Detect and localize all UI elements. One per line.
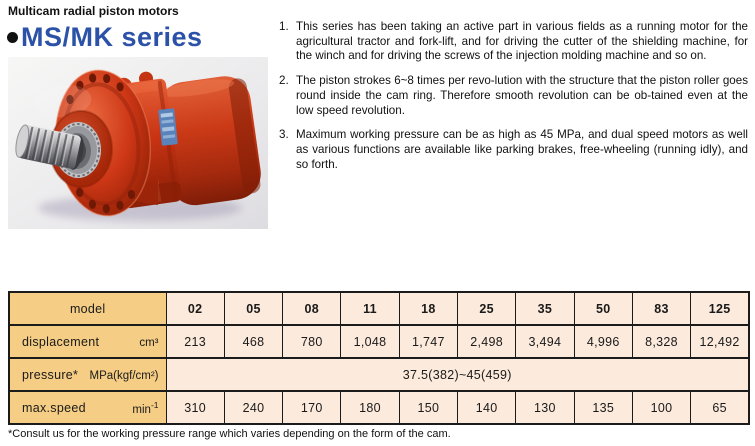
feature-text: Maximum working pressure can be as high as 45 MPa, and dual speed motors as well as various functions are available like parking brakes, free-wheeling (running idly), and so forth. bbox=[296, 128, 748, 171]
spec-table bbox=[8, 291, 750, 425]
row-unit: cm³ bbox=[139, 336, 159, 349]
maxspeed-cell: 100 bbox=[632, 391, 690, 424]
displacement-cell: 213 bbox=[166, 325, 224, 358]
model-cell: 05 bbox=[224, 292, 282, 325]
feature-item-1 bbox=[279, 20, 748, 64]
table-row-model bbox=[9, 292, 749, 325]
displacement-cell: 1,048 bbox=[341, 325, 399, 358]
spec-table-container bbox=[8, 291, 750, 425]
model-cell: 35 bbox=[516, 292, 574, 325]
maxspeed-cell: 130 bbox=[516, 391, 574, 424]
page-title bbox=[7, 21, 203, 53]
feature-item-3 bbox=[279, 128, 748, 172]
maxspeed-cell: 310 bbox=[166, 391, 224, 424]
displacement-cell: 468 bbox=[224, 325, 282, 358]
model-cell: 02 bbox=[166, 292, 224, 325]
table-row-displacement bbox=[9, 325, 749, 358]
displacement-cell: 3,494 bbox=[516, 325, 574, 358]
row-header-displacement bbox=[9, 325, 166, 358]
table-row-pressure bbox=[9, 358, 749, 391]
row-unit: MPa(kgf/cm²) bbox=[89, 369, 159, 382]
model-cell: 50 bbox=[574, 292, 632, 325]
table-row-maxspeed bbox=[9, 391, 749, 424]
feature-number: 3. bbox=[279, 128, 289, 142]
table-footnote: *Consult us for the working pressure range which varies depending on the form of the cam. bbox=[8, 428, 451, 440]
maxspeed-cell: 140 bbox=[457, 391, 515, 424]
displacement-cell: 12,492 bbox=[691, 325, 749, 358]
displacement-cell: 1,747 bbox=[399, 325, 457, 358]
feature-text: The piston strokes 6~8 times per revo-lution with the structure that the piston roller goes round inside the cam ring. Therefore smooth revolution can be ob-tained even at the low speed revolution. bbox=[296, 74, 748, 117]
maxspeed-cell: 65 bbox=[691, 391, 749, 424]
model-cell: 25 bbox=[457, 292, 515, 325]
maxspeed-cell: 170 bbox=[283, 391, 341, 424]
feature-text: This series has been taking an active part in various fields as a running motor for the agricultural tractor and fork-lift, and for driving the cutter of the shielding machine, for the winch and for driving the screws of the injection molding machine and so on. bbox=[296, 20, 748, 63]
maxspeed-cell: 180 bbox=[341, 391, 399, 424]
displacement-cell: 8,328 bbox=[632, 325, 690, 358]
feature-number: 1. bbox=[279, 20, 289, 33]
displacement-cell: 2,498 bbox=[457, 325, 515, 358]
row-label: displacement bbox=[22, 334, 100, 349]
feature-list bbox=[279, 20, 748, 182]
row-unit: $\min^{-1}$ bbox=[132, 399, 159, 416]
model-cell: 08 bbox=[283, 292, 341, 325]
model-cell: 11 bbox=[341, 292, 399, 325]
feature-number: 2. bbox=[279, 74, 289, 88]
maxspeed-cell: 135 bbox=[574, 391, 632, 424]
row-label: pressure* bbox=[22, 367, 79, 382]
motor-photo bbox=[8, 57, 268, 229]
model-cell: 18 bbox=[399, 292, 457, 325]
model-cell: 83 bbox=[632, 292, 690, 325]
series-title: MS/MK series bbox=[21, 22, 203, 52]
maxspeed-cell: 240 bbox=[224, 391, 282, 424]
pressure-range-cell: 37.5(382)~45(459) bbox=[166, 358, 749, 391]
row-header-pressure bbox=[9, 358, 166, 391]
bullet-icon bbox=[7, 32, 18, 43]
row-label: max.speed bbox=[22, 401, 86, 416]
category-label: Multicam radial piston motors bbox=[8, 4, 179, 18]
model-cell: 125 bbox=[691, 292, 749, 325]
motor-illustration bbox=[8, 57, 268, 229]
displacement-cell: 4,996 bbox=[574, 325, 632, 358]
displacement-cell: 780 bbox=[283, 325, 341, 358]
row-header-model: model bbox=[9, 292, 166, 325]
feature-item-2 bbox=[279, 74, 748, 118]
row-header-maxspeed bbox=[9, 391, 166, 424]
maxspeed-cell: 150 bbox=[399, 391, 457, 424]
